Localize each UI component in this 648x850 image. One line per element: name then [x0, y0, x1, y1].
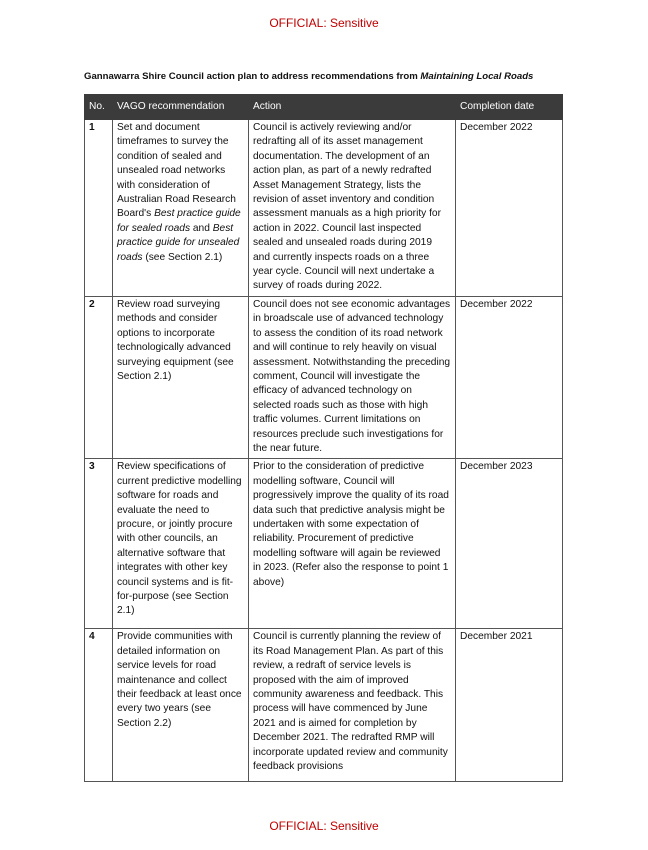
recommendation-joiner: and: [190, 222, 213, 234]
completion-date-cell: December 2022: [456, 120, 563, 297]
column-header-recommendation: VAGO recommendation: [113, 95, 249, 120]
recommendation-cell: Provide communities with detailed information on service levels for road maintenance and collect their feedback at least once every two years (see Section 2.2): [113, 629, 249, 782]
recommendation-cell: Review specifications of current predictive modelling software for roads and evaluate the need to procure, or jointly procure with other councils, an alternative software that integrates with other key council systems and is fit-for-purpose (see Section 2.1): [113, 459, 249, 629]
security-marking-bottom: OFFICIAL: Sensitive: [269, 819, 379, 833]
heading-report-title: Maintaining Local Roads: [420, 71, 534, 82]
table-row: [85, 629, 563, 782]
column-header-action: Action: [249, 95, 456, 120]
column-header-no: No.: [85, 95, 113, 120]
recommendation-cell: Review road surveying methods and consider options to incorporate technologically advanced surveying equipment (see Section 2.1): [113, 296, 249, 458]
heading-text: Gannawarra Shire Council action plan to address recommendations from: [84, 71, 421, 82]
table-row: [85, 120, 563, 297]
recommendation-reference: (see Section 2.1): [142, 251, 223, 263]
action-cell: Council does not see economic advantages in broadscale use of advanced technology to assess the condition of its road network and will continue to rely heavily on visual assessment. Notwithstanding the preceding comment, Council will investigate the efficacy of advanced technology on selected roads such as those with high traffic volumes. Current limitations on resources preclude such investigations for the near future.: [249, 296, 456, 458]
recommendation-text: Set and document timeframes to survey the condition of sealed and unsealed road networks with consideration of Australian Road Research Board's: [117, 122, 236, 220]
row-number: 2: [85, 296, 113, 458]
row-number: 4: [85, 629, 113, 782]
security-marking-top: OFFICIAL: Sensitive: [269, 16, 379, 30]
guide-title-unsealed: Best practice guide for unsealed roads: [117, 222, 240, 263]
row-number: 1: [85, 120, 113, 297]
guide-title-sealed: Best practice guide for sealed roads: [117, 208, 241, 234]
column-header-completion-date: Completion date: [456, 95, 563, 120]
recommendation-cell: [113, 120, 249, 297]
table-header-row: [85, 95, 563, 120]
table-row: [85, 459, 563, 629]
action-cell: Council is currently planning the review of its Road Management Plan. As part of this review, a redraft of service levels is proposed with the aim of improved community awareness and feedback. This process will have commenced by June 2021 and is aimed for completion by December 2021. The redrafted RMP will incorporate updated review and community feedback provisions: [249, 629, 456, 782]
completion-date-cell: December 2023: [456, 459, 563, 629]
row-number: 3: [85, 459, 113, 629]
table-row: [85, 296, 563, 458]
action-cell: Prior to the consideration of predictive modelling software, Council will progressively improve the quality of its road data such that predictive analysis might be undertaken with some expectation of reliability. Procurement of predictive modelling software will again be reviewed in 2023. (Refer also the response to point 1 above): [249, 459, 456, 629]
completion-date-cell: December 2021: [456, 629, 563, 782]
action-cell: Council is actively reviewing and/or redrafting all of its asset management documentation. The development of an action plan, as part of a newly redrafted Asset Management Strategy, lists the revision of asset inventory and condition assessment manuals as a high priority for action in 2022. Council last inspected sealed and unsealed roads during 2019 and currently inspects roads on a three year cycle. Council will next undertake a survey of roads during 2022.: [249, 120, 456, 297]
completion-date-cell: December 2022: [456, 296, 563, 458]
table-heading: [84, 71, 584, 82]
action-plan-table: [84, 94, 563, 782]
